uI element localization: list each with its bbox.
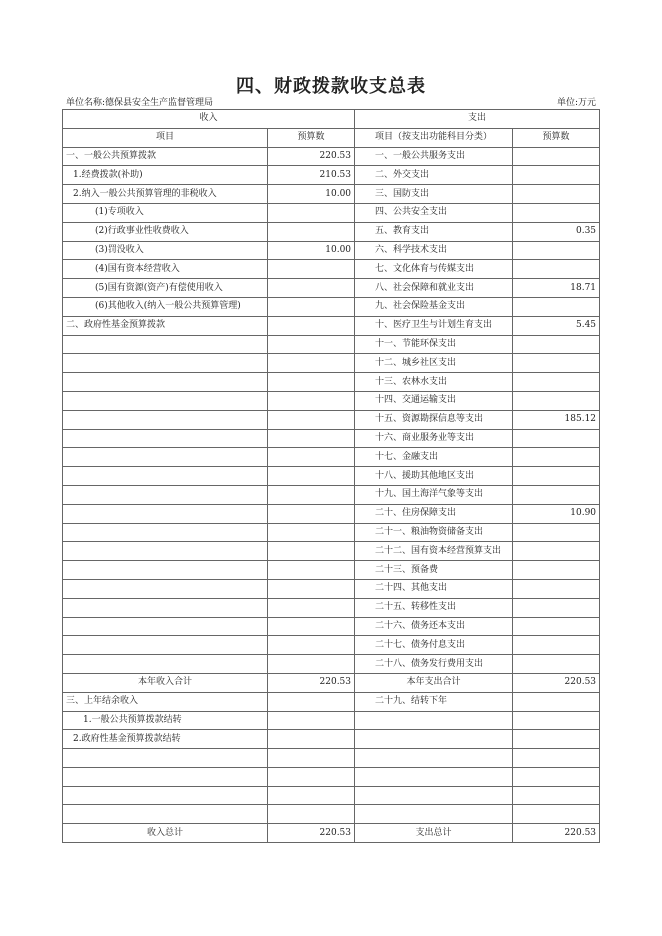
income-budget <box>268 579 355 598</box>
income-budget <box>268 279 355 298</box>
income-item <box>63 391 268 410</box>
income-budget <box>268 711 355 730</box>
income-item: (4)国有资本经营收入 <box>63 260 268 279</box>
expense-total-value: 220.53 <box>513 673 600 692</box>
expense-item: 二、外交支出 <box>355 166 513 185</box>
grand-total-row <box>63 824 600 843</box>
expense-item <box>355 767 513 786</box>
income-total-value: 220.53 <box>268 824 355 843</box>
expense-item: 六、科学技术支出 <box>355 241 513 260</box>
income-item <box>63 598 268 617</box>
income-budget <box>268 542 355 561</box>
table-row <box>63 579 600 598</box>
table-row <box>63 241 600 260</box>
expense-budget <box>513 147 600 166</box>
expense-budget <box>513 429 600 448</box>
expense-item: 十六、商业服务业等支出 <box>355 429 513 448</box>
expense-budget <box>513 805 600 824</box>
income-item <box>63 542 268 561</box>
expense-budget <box>513 617 600 636</box>
expense-item: 十三、农林水支出 <box>355 373 513 392</box>
expense-item: 十四、交通运输支出 <box>355 391 513 410</box>
expense-budget <box>513 354 600 373</box>
expense-budget <box>513 542 600 561</box>
table-row <box>63 410 600 429</box>
table-row <box>63 222 600 241</box>
expense-budget <box>513 749 600 768</box>
expense-item <box>355 786 513 805</box>
table-row <box>63 561 600 580</box>
section-header-row <box>63 110 600 129</box>
income-item: 二、政府性基金预算拨款 <box>63 316 268 335</box>
year-total-row <box>63 673 600 692</box>
expense-budget <box>513 579 600 598</box>
income-item <box>63 523 268 542</box>
income-budget: 220.53 <box>268 147 355 166</box>
income-item: 1.经费拨款(补助) <box>63 166 268 185</box>
column-header-row <box>63 128 600 147</box>
income-item <box>63 636 268 655</box>
income-item: 三、上年结余收入 <box>63 692 268 711</box>
expense-item-header: 项目（按支出功能科目分类） <box>355 128 513 147</box>
income-budget <box>268 429 355 448</box>
table-row <box>63 297 600 316</box>
income-item <box>63 354 268 373</box>
expense-budget <box>513 767 600 786</box>
table-row <box>63 711 600 730</box>
income-budget <box>268 655 355 674</box>
income-budget <box>268 636 355 655</box>
table-row <box>63 429 600 448</box>
income-budget <box>268 485 355 504</box>
table-row <box>63 467 600 486</box>
table-row <box>63 448 600 467</box>
expense-budget <box>513 786 600 805</box>
income-budget <box>268 391 355 410</box>
expense-item <box>355 749 513 768</box>
expense-item: 二十四、其他支出 <box>355 579 513 598</box>
income-budget-header: 预算数 <box>268 128 355 147</box>
income-budget <box>268 523 355 542</box>
income-budget <box>268 730 355 749</box>
table-row <box>63 335 600 354</box>
table-row <box>63 749 600 768</box>
expense-budget <box>513 166 600 185</box>
expense-item: 二十七、债务付息支出 <box>355 636 513 655</box>
income-budget: 10.00 <box>268 185 355 204</box>
unit-label: 单位:万元 <box>556 98 596 108</box>
income-total-label: 收入总计 <box>63 824 268 843</box>
expense-budget <box>513 297 600 316</box>
income-item <box>63 485 268 504</box>
expense-item: 十五、资源勘探信息等支出 <box>355 410 513 429</box>
income-item-header: 项目 <box>63 128 268 147</box>
income-budget <box>268 692 355 711</box>
expense-item: 十八、援助其他地区支出 <box>355 467 513 486</box>
fiscal-table <box>62 109 600 843</box>
table-row <box>63 373 600 392</box>
income-header: 收入 <box>63 110 355 129</box>
income-budget <box>268 467 355 486</box>
expense-budget <box>513 373 600 392</box>
expense-item: 二十九、结转下年 <box>355 692 513 711</box>
income-budget <box>268 805 355 824</box>
expense-item: 二十五、转移性支出 <box>355 598 513 617</box>
expense-budget <box>513 448 600 467</box>
income-item: 一、一般公共预算拨款 <box>63 147 268 166</box>
expense-header: 支出 <box>355 110 600 129</box>
table-row <box>63 185 600 204</box>
unit-name: 单位名称:德保县安全生产监督管理局 <box>66 98 214 108</box>
income-item <box>63 655 268 674</box>
expense-item <box>355 730 513 749</box>
expense-total-label: 本年支出合计 <box>355 673 513 692</box>
income-budget <box>268 335 355 354</box>
income-total-value: 220.53 <box>268 673 355 692</box>
table-row <box>63 166 600 185</box>
expense-item: 二十六、债务还本支出 <box>355 617 513 636</box>
expense-budget <box>513 655 600 674</box>
expense-budget: 10.90 <box>513 504 600 523</box>
income-item: (2)行政事业性收费收入 <box>63 222 268 241</box>
income-item: (6)其他收入(纳入一般公共预算管理) <box>63 297 268 316</box>
income-budget <box>268 561 355 580</box>
expense-budget <box>513 391 600 410</box>
expense-budget <box>513 485 600 504</box>
expense-item: 二十三、预备费 <box>355 561 513 580</box>
report-title: 四、财政拨款收支总表 <box>236 76 426 97</box>
income-item <box>63 767 268 786</box>
income-budget <box>268 749 355 768</box>
expense-item: 二十一、粮油物资储备支出 <box>355 523 513 542</box>
expense-budget <box>513 692 600 711</box>
table-row <box>63 354 600 373</box>
income-item <box>63 561 268 580</box>
expense-budget <box>513 335 600 354</box>
expense-item <box>355 805 513 824</box>
income-budget <box>268 767 355 786</box>
income-item <box>63 617 268 636</box>
expense-item: 十七、金融支出 <box>355 448 513 467</box>
expense-item: 二十、住房保障支出 <box>355 504 513 523</box>
table-row <box>63 542 600 561</box>
table-row <box>63 692 600 711</box>
expense-item: 二十八、债务发行费用支出 <box>355 655 513 674</box>
income-budget <box>268 410 355 429</box>
income-total-label: 本年收入合计 <box>63 673 268 692</box>
expense-item: 二十二、国有资本经营预算支出 <box>355 542 513 561</box>
table-row <box>63 147 600 166</box>
table-row <box>63 504 600 523</box>
expense-item: 一、一般公共服务支出 <box>355 147 513 166</box>
expense-budget <box>513 711 600 730</box>
expense-item <box>355 711 513 730</box>
income-budget <box>268 373 355 392</box>
income-budget <box>268 316 355 335</box>
income-item: 2.纳入一般公共预算管理的非税收入 <box>63 185 268 204</box>
expense-item: 十九、国土海洋气象等支出 <box>355 485 513 504</box>
income-item: 2.政府性基金预算拨款结转 <box>63 730 268 749</box>
income-item <box>63 467 268 486</box>
expense-budget <box>513 203 600 222</box>
expense-budget: 185.12 <box>513 410 600 429</box>
expense-item: 十二、城乡社区支出 <box>355 354 513 373</box>
expense-item: 九、社会保险基金支出 <box>355 297 513 316</box>
table-row <box>63 636 600 655</box>
income-item <box>63 429 268 448</box>
income-budget <box>268 617 355 636</box>
table-row <box>63 485 600 504</box>
expense-item: 十、医疗卫生与计划生育支出 <box>355 316 513 335</box>
expense-total-value: 220.53 <box>513 824 600 843</box>
table-row <box>63 730 600 749</box>
expense-budget <box>513 241 600 260</box>
income-item <box>63 749 268 768</box>
table-row <box>63 767 600 786</box>
income-item: (3)罚没收入 <box>63 241 268 260</box>
table-row <box>63 391 600 410</box>
income-item <box>63 786 268 805</box>
expense-budget: 5.45 <box>513 316 600 335</box>
table-row <box>63 279 600 298</box>
expense-budget: 18.71 <box>513 279 600 298</box>
income-budget <box>268 598 355 617</box>
income-budget <box>268 222 355 241</box>
income-item <box>63 373 268 392</box>
expense-budget <box>513 185 600 204</box>
income-item <box>63 335 268 354</box>
expense-item: 八、社会保障和就业支出 <box>355 279 513 298</box>
table-row <box>63 805 600 824</box>
expense-total-label: 支出总计 <box>355 824 513 843</box>
income-budget <box>268 354 355 373</box>
income-budget <box>268 260 355 279</box>
expense-budget <box>513 730 600 749</box>
income-item: (1)专项收入 <box>63 203 268 222</box>
income-item <box>63 410 268 429</box>
table-row <box>63 786 600 805</box>
income-item: 1.一般公共预算拨款结转 <box>63 711 268 730</box>
expense-budget <box>513 598 600 617</box>
expense-budget <box>513 467 600 486</box>
expense-item: 十一、节能环保支出 <box>355 335 513 354</box>
expense-budget <box>513 523 600 542</box>
expense-budget: 0.35 <box>513 222 600 241</box>
table-row <box>63 316 600 335</box>
income-budget <box>268 203 355 222</box>
income-item <box>63 448 268 467</box>
expense-budget <box>513 561 600 580</box>
expense-item: 五、教育支出 <box>355 222 513 241</box>
income-item <box>63 504 268 523</box>
income-budget <box>268 297 355 316</box>
income-budget: 210.53 <box>268 166 355 185</box>
expense-item: 四、公共安全支出 <box>355 203 513 222</box>
table-row <box>63 203 600 222</box>
income-budget: 10.00 <box>268 241 355 260</box>
income-budget <box>268 448 355 467</box>
table-row <box>63 598 600 617</box>
expense-budget <box>513 636 600 655</box>
table-row <box>63 260 600 279</box>
income-item <box>63 805 268 824</box>
table-row <box>63 523 600 542</box>
income-budget <box>268 504 355 523</box>
table-row <box>63 655 600 674</box>
expense-budget <box>513 260 600 279</box>
income-budget <box>268 786 355 805</box>
expense-item: 七、文化体育与传媒支出 <box>355 260 513 279</box>
expense-budget-header: 预算数 <box>513 128 600 147</box>
income-item: (5)国有资源(资产)有偿使用收入 <box>63 279 268 298</box>
expense-item: 三、国防支出 <box>355 185 513 204</box>
income-item <box>63 579 268 598</box>
table-row <box>63 617 600 636</box>
